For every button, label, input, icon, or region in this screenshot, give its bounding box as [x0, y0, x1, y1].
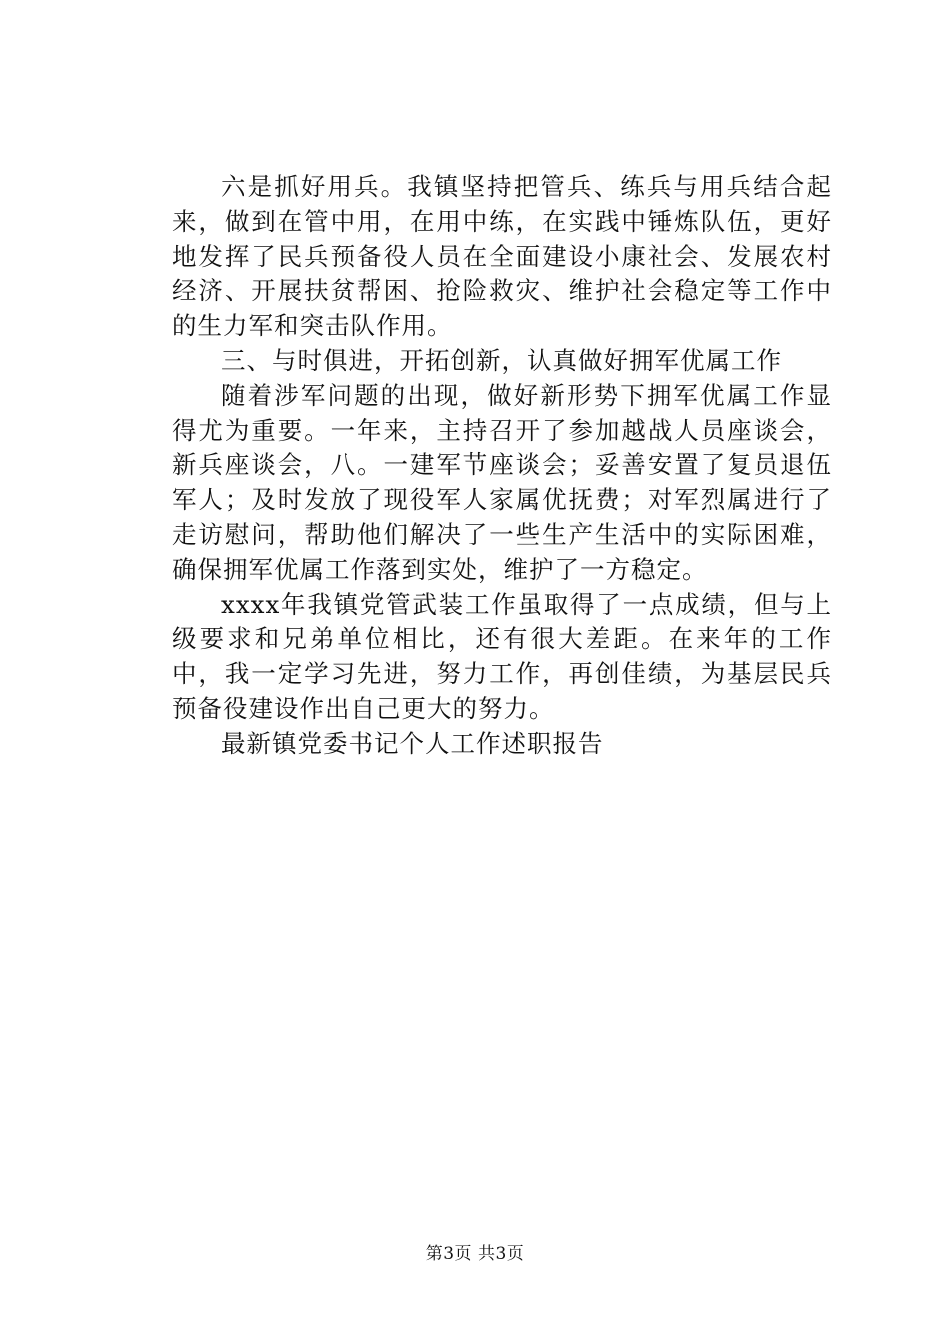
page-number-footer: 第3页 共3页	[425, 1244, 525, 1264]
document-body	[172, 170, 832, 762]
paragraph-conclusion: xxxx年我镇党管武装工作虽取得了一点成绩，但与上级要求和兄弟单位相比，还有很大差距。在来年的工作中，我一定学习先进，努力工作，再创佳绩，为基层民兵预备役建设作出自己更大的努力。	[172, 589, 832, 723]
paragraph-militia-use: 六是抓好用兵。我镇坚持把管兵、练兵与用兵结合起来，做到在管中用，在用中练，在实践中锤炼队伍，更好地发挥了民兵预备役人员在全面建设小康社会、发展农村经济、开展扶贫帮困、抢险救灾、维护社会稳定等工作中的生力军和突击队作用。	[172, 172, 832, 341]
paragraph-support-army: 随着涉军问题的出现，做好新形势下拥军优属工作显得尤为重要。一年来，主持召开了参加越战人员座谈会，新兵座谈会，八。一建军节座谈会；妥善安置了复员退伍军人；及时发放了现役军人家属优抚费；对军烈属进行了走访慰问，帮助他们解决了一些生产生活中的实际困难，确保拥军优属工作落到实处，维护了一方稳定。	[172, 380, 832, 584]
next-article-title: 最新镇党委书记个人工作述职报告	[221, 728, 604, 758]
section-heading-support-army: 三、与时俱进，开拓创新，认真做好拥军优属工作	[221, 345, 782, 375]
